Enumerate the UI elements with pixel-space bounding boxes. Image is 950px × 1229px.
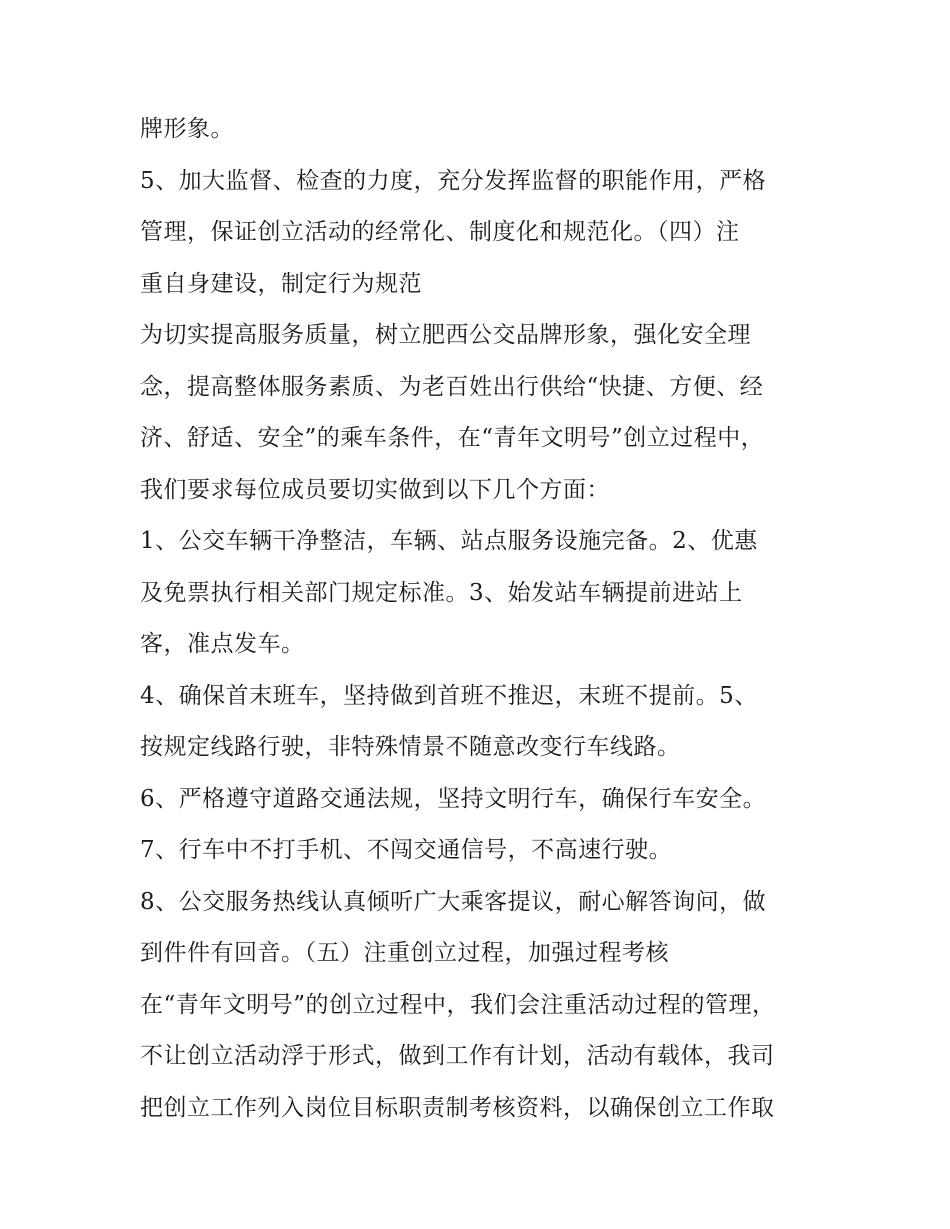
text-line: 到件件有回音。（五）注重创立过程，加强过程考核 bbox=[140, 940, 669, 966]
text-line: 4、确保首末班车，坚持做到首班不推迟，末班不提前。5、 bbox=[140, 682, 758, 709]
document-body bbox=[140, 104, 820, 1134]
text-line: 把创立工作列入岗位目标职责制考核资料，以确保创立工作取 bbox=[140, 1094, 775, 1121]
text-line: 我们要求每位成员要切实做到以下几个方面： bbox=[140, 476, 610, 503]
text-line: 5、加大监督、检查的力度，充分发挥监督的职能作用，严格 bbox=[140, 167, 767, 194]
text-line: 为切实提高服务质量，树立肥西公交品牌形象，强化安全理 bbox=[140, 322, 751, 348]
text-line: 念，提高整体服务素质、为老百姓出行供给“快捷、方便、经 bbox=[140, 373, 764, 400]
text-line: 8、公交服务热线认真倾听广大乘客提议，耐心解答询问，做 bbox=[140, 888, 767, 915]
text-line: 重自身建设，制定行为规范 bbox=[140, 270, 422, 297]
text-line: 不让创立活动浮于形式，做到工作有计划，活动有载体，我司 bbox=[140, 1043, 775, 1069]
text-line: 在“青年文明号”的创立过程中，我们会注重活动过程的管理， bbox=[140, 991, 776, 1018]
text-line: 按规定线路行驶，非特殊情景不随意改变行车线路。 bbox=[140, 734, 681, 760]
text-line: 济、舒适、安全”的乘车条件，在“青年文明号”创立过程中， bbox=[140, 425, 765, 451]
text-line: 1、公交车辆干净整洁，车辆、站点服务设施完备。2、优惠 bbox=[140, 528, 758, 554]
text-line: 及免票执行相关部门规定标准。3、始发站车辆提前进站上 bbox=[140, 579, 743, 606]
text-line: 牌形象。 bbox=[140, 116, 234, 142]
text-line: 7、行车中不打手机、不闯交通信号，不高速行驶。 bbox=[140, 837, 673, 863]
text-line: 管理，保证创立活动的经常化、制度化和规范化。（四）注 bbox=[140, 219, 740, 245]
text-line: 6、严格遵守道路交通法规，坚持文明行车，确保行车安全。 bbox=[140, 785, 767, 812]
text-line: 客，准点发车。 bbox=[140, 631, 305, 657]
